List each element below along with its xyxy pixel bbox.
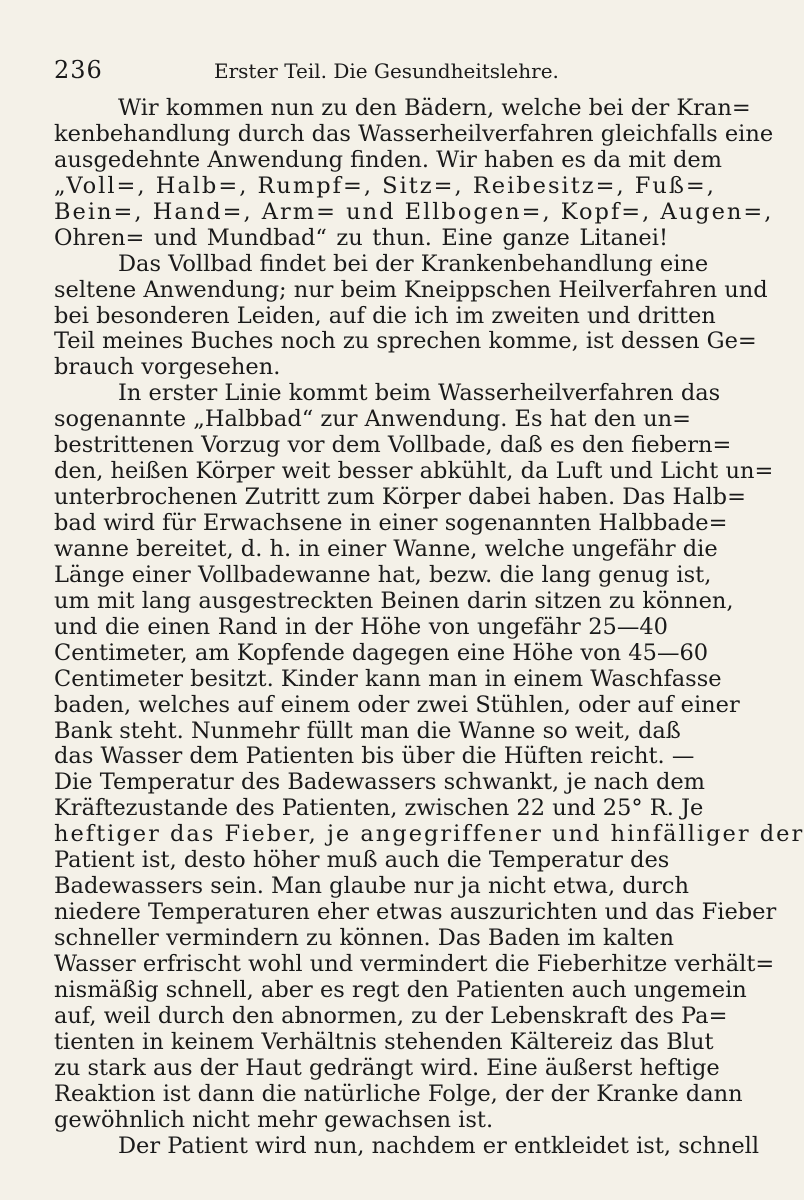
paragraph (54, 95, 774, 252)
text-line: niedere Temperaturen eher etwas auszurichten und das Fieber (54, 899, 777, 926)
text-line: Wasser erfrischt wohl und vermindert die Fieberhitze verhält= (54, 950, 775, 977)
running-head: Erster Teil. Die Gesundheitslehre. (214, 59, 559, 83)
text-line: Patient ist, desto höher muß auch die Temperatur des (54, 847, 670, 874)
text-line: ausgedehnte Anwendung finden. Wir haben es da mit dem (54, 146, 723, 173)
text-line: bei besonderen Leiden, auf die ich im zweiten und dritten (54, 302, 716, 329)
text-line: baden, welches auf einem oder zwei Stühlen, oder auf einer (54, 691, 740, 718)
text-line: Reaktion ist dann die natürliche Folge, der der Kranke dann (54, 1080, 743, 1107)
text-line: Bein=, Hand=, Arm= und Ellbogen=, Kopf=, Augen=, (54, 198, 774, 225)
text-line: gewöhnlich nicht mehr gewachsen ist. (54, 1106, 494, 1133)
text-line: zu stark aus der Haut gedrängt wird. Eine äußerst heftige (54, 1054, 720, 1081)
text-line: Teil meines Buches noch zu sprechen komme, ist dessen Ge= (54, 328, 757, 355)
text-line: kenbehandlung durch das Wasserheilverfahren gleichfalls eine (54, 120, 774, 147)
text-line: Der Patient wird nun, nachdem er entkleidet ist, schnell (118, 1132, 760, 1159)
text-line: Badewassers sein. Man glaube nur ja nicht etwa, durch (54, 873, 690, 900)
text-line: Centimeter besitzt. Kinder kann man in einem Waschfasse (54, 665, 722, 692)
text-line: wanne bereitet, d. h. in einer Wanne, welche ungefähr die (54, 535, 718, 562)
text-line: Kräftezustande des Patienten, zwischen 22 und 25° R. Je (54, 795, 704, 822)
text-line: bestrittenen Vorzug vor dem Vollbade, daß es den fiebern= (54, 432, 732, 459)
text-line: Ohren= und Mundbad“ zu thun. Eine ganze Litanei! (54, 224, 668, 251)
text-line: bad wird für Erwachsene in einer sogenannten Halbbade= (54, 510, 728, 536)
paragraph (54, 1132, 760, 1160)
text-line: Das Vollbad findet bei der Krankenbehandlung eine (118, 250, 709, 277)
text-line: den, heißen Körper weit besser abkühlt, da Luft und Licht un= (54, 458, 774, 485)
text-line: Die Temperatur des Badewassers schwankt, je nach dem (54, 769, 705, 796)
text-line: Centimeter, am Kopfende dagegen eine Höhe von 45—60 (54, 639, 709, 666)
text-line: auf, weil durch den abnormen, zu der Lebenskraft des Pa= (54, 1002, 728, 1029)
text-line: „Voll=, Halb=, Rumpf=, Sitz=, Reibesitz=, Fuß=, (54, 172, 716, 199)
text-line: nismäßig schnell, aber es regt den Patienten auch ungemein (54, 976, 747, 1003)
text-line: In erster Linie kommt beim Wasserheilverfahren das (118, 380, 721, 407)
text-line: sogenannte „Halbbad“ zur Anwendung. Es hat den un= (54, 406, 691, 433)
page-header (54, 56, 668, 86)
paragraph (54, 250, 768, 382)
text-line: seltene Anwendung; nur beim Kneippschen Heilverfahren und (54, 276, 768, 303)
text-line: Wir kommen nun zu den Bädern, welche bei der Kran= (118, 95, 751, 121)
text-line: brauch vorgesehen. (54, 354, 281, 381)
text-line: um mit lang ausgestreckten Beinen darin sitzen zu können, (54, 587, 734, 614)
text-line: Bank steht. Nunmehr füllt man die Wanne so weit, daß (54, 717, 681, 744)
text-line: Länge einer Vollbadewanne hat, bezw. die lang genug ist, (54, 561, 712, 588)
page-number: 236 (54, 56, 103, 84)
text-line: das Wasser dem Patienten bis über die Hüften reicht. — (54, 743, 695, 770)
text-line: und die einen Rand in der Höhe von ungefähr 25—40 (54, 613, 668, 640)
text-line: heftiger das Fieber, je angegriffener und hinfälliger der (54, 821, 804, 848)
paragraph (54, 380, 804, 1133)
text-line: schneller vermindern zu können. Das Baden im kalten (54, 925, 674, 951)
text-line: unterbrochenen Zutritt zum Körper dabei haben. Das Halb= (54, 484, 746, 511)
body-text (54, 95, 804, 1159)
text-line: tienten in keinem Verhältnis stehenden Kältereiz das Blut (54, 1028, 714, 1055)
